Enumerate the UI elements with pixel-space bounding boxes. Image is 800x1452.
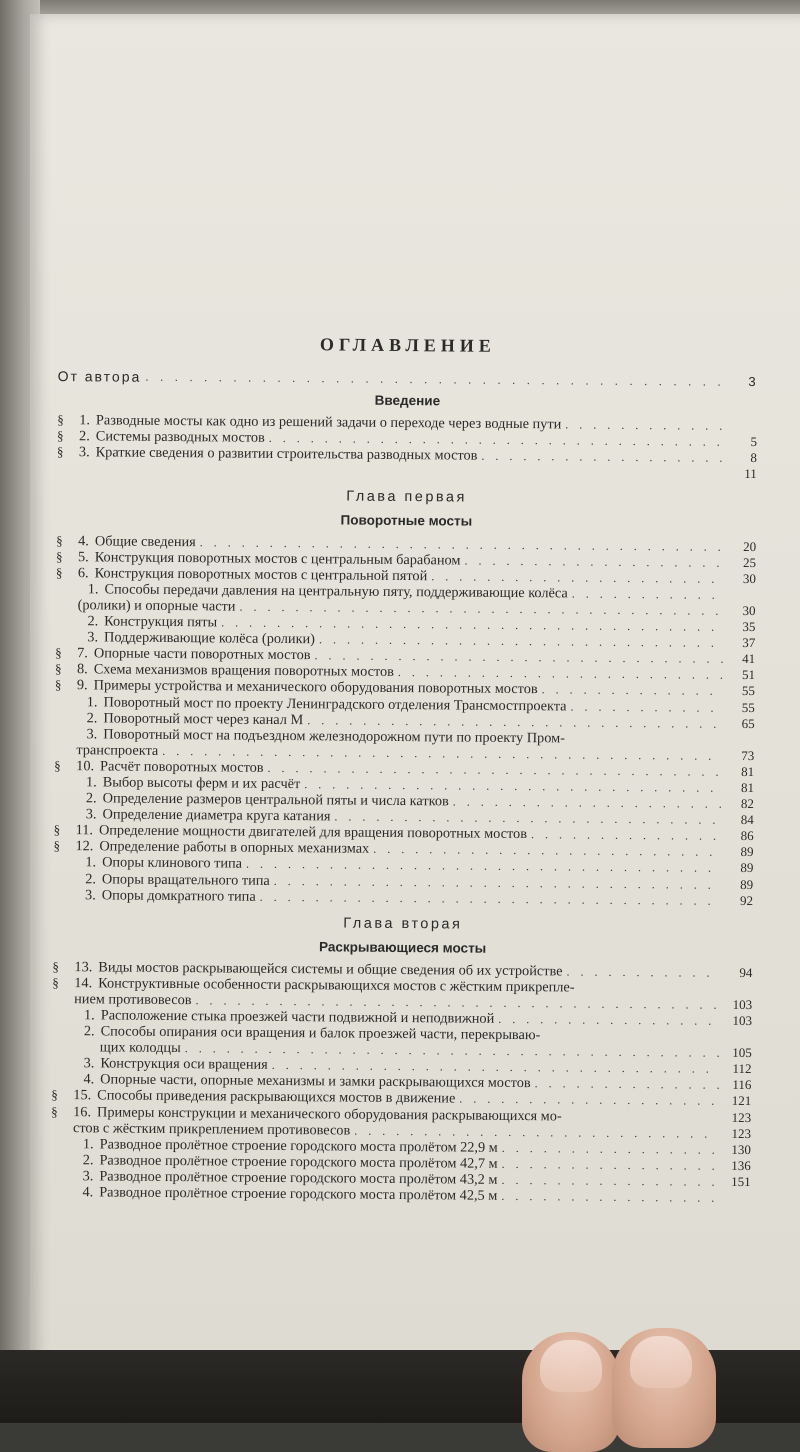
- dot-leader: [501, 1172, 718, 1190]
- section-sign: §: [57, 428, 79, 444]
- entry-page: 86: [726, 828, 754, 844]
- entry-title: Способы приведения раскрывающихся мостов в движение: [97, 1088, 455, 1107]
- entry-number: 3.: [83, 1168, 94, 1184]
- entry-number: 2.: [85, 871, 96, 887]
- entry-title: Поворотный мост по проекту Ленинградского отделения Трансмостпроекта: [103, 694, 566, 714]
- section-sign: §: [57, 444, 79, 460]
- entry-page: 123: [723, 1109, 751, 1125]
- entry-page: 94: [724, 965, 752, 981]
- entry-title: Опорные части, опорные механизмы и замки раскрывающихся мостов: [100, 1072, 531, 1092]
- entry-page: 35: [727, 619, 755, 635]
- entry-page: 41: [727, 651, 755, 667]
- entry-number: 3.: [79, 445, 90, 461]
- entry-page: 103: [724, 997, 752, 1013]
- section-sign: §: [52, 975, 74, 991]
- entry-page: 55: [727, 699, 755, 715]
- entry-page: 89: [725, 844, 753, 860]
- entry-page: 84: [726, 812, 754, 828]
- entry-title: Опоры клинового типа: [102, 855, 242, 872]
- dot-leader: [572, 585, 724, 602]
- dot-leader: [502, 1140, 719, 1158]
- entry-title: Опоры вращательного типа: [102, 871, 270, 888]
- entry-number: 1.: [87, 694, 98, 710]
- entry-title: Способы опирания оси вращения и балок проезжей части, перекрываю-: [101, 1023, 541, 1043]
- entry-page: 25: [728, 555, 756, 571]
- chapter-heading: Глава первая: [56, 486, 756, 512]
- dot-leader: [570, 698, 722, 715]
- entry-page: 89: [725, 860, 753, 876]
- section-sign: §: [51, 1104, 73, 1120]
- entry-page: 89: [725, 876, 753, 892]
- entry-title: Поворотный мост на подъездном железнодорожном пути по проекту Пром-: [103, 726, 565, 746]
- section-sign: §: [51, 1087, 73, 1103]
- section-heading: Введение: [57, 390, 757, 418]
- entry-number: 13.: [74, 959, 92, 975]
- entry-number: 9.: [77, 678, 88, 694]
- dot-leader: [502, 1156, 719, 1174]
- entry-page: 5: [729, 434, 757, 450]
- entry-number: 14.: [74, 975, 92, 991]
- section-sign: §: [55, 677, 77, 693]
- section-sign: §: [56, 549, 78, 565]
- toc-intro-text: От автора: [58, 368, 142, 385]
- entry-page: 65: [727, 715, 755, 731]
- entry-number: 7.: [77, 645, 88, 661]
- entry-number: 1.: [86, 774, 97, 790]
- section-heading: Поворотные мосты: [56, 510, 756, 538]
- entry-page: 81: [726, 780, 754, 796]
- finger: [522, 1332, 620, 1452]
- entry-page: 11: [729, 466, 757, 482]
- entry-title: Примеры устройства и механического оборудования поворотных мостов: [94, 678, 538, 698]
- dot-leader: [501, 1188, 718, 1206]
- entry-title: Поворотный мост через канал М: [103, 710, 303, 728]
- section-sign: §: [54, 758, 76, 774]
- entry-number: 1.: [83, 1136, 94, 1152]
- entry-title: Определение работы в опорных механизмах: [99, 839, 369, 857]
- entry-title: Разводное пролётное строение городского моста пролётом 22,9 м: [100, 1136, 498, 1155]
- entry-page: 73: [726, 748, 754, 764]
- finger: [612, 1328, 716, 1448]
- entry-number: 2.: [84, 1023, 95, 1039]
- entry-number: 4.: [78, 533, 89, 549]
- entry-title: нием противовесов: [74, 991, 191, 1008]
- entry-page: 81: [726, 764, 754, 780]
- entry-page: 8: [729, 450, 757, 466]
- entry-page: 103: [724, 1013, 752, 1029]
- entry-title: Конструкция оси вращения: [100, 1056, 268, 1073]
- section-sign: §: [53, 838, 75, 854]
- section-sign: §: [52, 959, 74, 975]
- entry-page: 130: [723, 1142, 751, 1158]
- entry-number: 2.: [83, 1152, 94, 1168]
- entry-title: Конструкция поворотных мостов с центральной пятой: [95, 565, 428, 584]
- section-sign: §: [55, 645, 77, 661]
- entry-title: Выбор высоты ферм и их расчёт: [103, 774, 301, 792]
- entry-title: Разводное пролётное строение городского моста пролётом 43,2 м: [99, 1168, 497, 1187]
- entry-title: транспроекта: [76, 742, 158, 759]
- entry-number: 2.: [79, 428, 90, 444]
- entry-page: 30: [728, 571, 756, 587]
- section-sign: §: [57, 412, 79, 428]
- entry-number: 3.: [86, 806, 97, 822]
- entry-number: 1.: [88, 581, 99, 597]
- entry-number: 2.: [86, 790, 97, 806]
- table-of-contents: [50, 332, 758, 1206]
- chapter-heading: Глава вторая: [53, 913, 753, 939]
- dot-leader: [145, 369, 725, 390]
- entry-title: Опоры домкратного типа: [102, 887, 256, 904]
- entry-page: 51: [727, 667, 755, 683]
- entry-title: Краткие сведения о развитии строительства разводных мостов: [96, 445, 478, 464]
- entry-page: 136: [723, 1158, 751, 1174]
- entry-page: 105: [724, 1045, 752, 1061]
- entry-number: 3.: [87, 629, 98, 645]
- entry-page: 20: [728, 538, 756, 554]
- entry-number: 10.: [76, 758, 94, 774]
- entry-number: 1.: [85, 855, 96, 871]
- entry-title: Расчёт поворотных мостов: [100, 758, 264, 775]
- dot-leader: [542, 682, 723, 700]
- entry-title: Общие сведения: [95, 533, 196, 550]
- entry-title: Конструкция пяты: [104, 613, 217, 630]
- entry-title: Разводное пролётное строение городского моста пролётом 42,5 м: [99, 1184, 497, 1203]
- entry-page: 123: [723, 1125, 751, 1141]
- entry-title: Системы разводных мостов: [96, 429, 265, 446]
- toc-intro-row: [58, 368, 758, 390]
- entry-title: Разводное пролётное строение городского моста пролётом 42,7 м: [99, 1152, 497, 1171]
- entry-page: 116: [723, 1077, 751, 1093]
- entry-number: 11.: [76, 822, 93, 838]
- dot-leader: [498, 1011, 720, 1029]
- entry-title: Конструктивные особенности раскрывающихся мостов с жёстким прикрепле-: [98, 975, 574, 995]
- dot-leader: [260, 888, 721, 908]
- entry-page: 37: [727, 635, 755, 651]
- entry-page: 82: [726, 796, 754, 812]
- section-sign: §: [54, 822, 76, 838]
- entry-page: 121: [723, 1093, 751, 1109]
- entry-title: Поддерживающие колёса (ролики): [104, 630, 315, 648]
- entry-title: Способы передачи давления на центральную пяту, поддерживающие колёса: [104, 581, 567, 601]
- entry-title: стов с жёстким прикреплением противовесов: [73, 1120, 350, 1138]
- dot-leader: [481, 448, 725, 466]
- entry-number: 12.: [75, 839, 93, 855]
- section-heading: Раскрывающиеся мосты: [53, 937, 753, 965]
- entry-title: Определение диаметра круга катания: [102, 807, 330, 825]
- entry-number: 16.: [73, 1104, 91, 1120]
- entry-title: щих колодцы: [100, 1040, 181, 1057]
- entry-page: 30: [728, 603, 756, 619]
- entry-number: 1.: [79, 412, 90, 428]
- toc-intro-page: 3: [730, 374, 758, 390]
- entry-number: 2.: [87, 710, 98, 726]
- entry-title: Определение мощности двигателей для вращения поворотных мостов: [99, 823, 527, 843]
- toc-title: ОГЛАВЛЕНИЕ: [58, 332, 758, 364]
- entry-number: 6.: [78, 565, 89, 581]
- entry-title: Опорные части поворотных мостов: [94, 646, 311, 664]
- dot-leader: [535, 1076, 720, 1094]
- section-sign: §: [55, 661, 77, 677]
- entry-number: 8.: [77, 661, 88, 677]
- entry-page: 55: [727, 683, 755, 699]
- dot-leader: [531, 826, 722, 844]
- dot-leader: [565, 417, 725, 434]
- entry-number: 2.: [87, 613, 98, 629]
- section-sign: §: [56, 565, 78, 581]
- entry-title: Конструкция поворотных мостов с центральным барабаном: [95, 549, 461, 568]
- entry-title: Схема механизмов вращения поворотных мостов: [94, 662, 394, 681]
- entry-title: Примеры конструкции и механического оборудования раскрывающихся мо-: [97, 1104, 562, 1124]
- entry-page: 112: [724, 1061, 752, 1077]
- entry-title: Виды мостов раскрывающейся системы и общие сведения об их устройстве: [98, 959, 562, 979]
- entry-number: 15.: [73, 1088, 91, 1104]
- dot-leader: [566, 963, 720, 980]
- entry-title: (ролики) и опорные части: [78, 597, 236, 614]
- entry-number: 3.: [85, 887, 96, 903]
- entry-page: 151: [723, 1174, 751, 1190]
- entry-number: 5.: [78, 549, 89, 565]
- entry-number: 3.: [86, 726, 97, 742]
- entry-number: 4.: [82, 1184, 93, 1200]
- entry-title: Расположение стыка проезжей части подвижной и неподвижной: [101, 1007, 495, 1026]
- entry-number: 3.: [84, 1056, 95, 1072]
- entry-page: 92: [725, 892, 753, 908]
- entry-title: Разводные мосты как одно из решений задачи о переходе через водные пути: [96, 413, 561, 433]
- section-sign: §: [56, 533, 78, 549]
- entry-number: 4.: [83, 1072, 94, 1088]
- entry-number: 1.: [84, 1007, 95, 1023]
- entry-title: Определение размеров центральной пяты и числа катков: [103, 790, 449, 809]
